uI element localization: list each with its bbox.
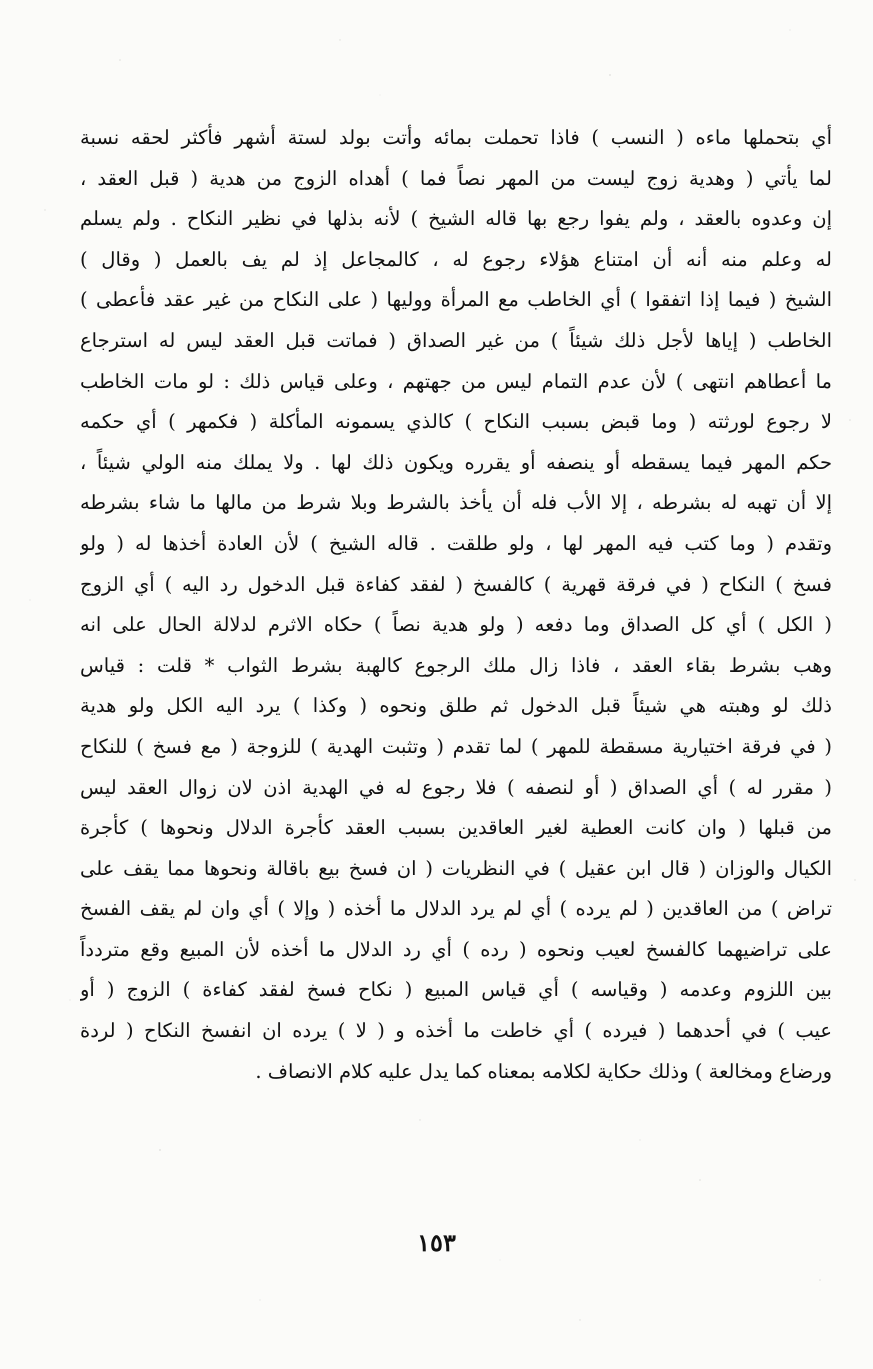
text-line: على تراضيهما كالفسخ لعيب ونحوه ( رده ) أي رد الدلال ما أخذه لأن المبيع وقع متردداً bbox=[80, 937, 832, 961]
text-line: ( مقرر له ) أي الصداق ( أو لنصفه ) فلا رجوع له في الهدية اذن لان زوال العقد ليس bbox=[80, 775, 832, 799]
text-line: وهب بشرط بقاء العقد ، فاذا زال ملك الرجوع كالهبة بشرط الثواب * قلت : قياس bbox=[80, 653, 832, 677]
text-line: ( الكل ) أي كل الصداق وما دفعه ( ولو هدية نصاً ) حكاه الاثرم لدلالة الحال على انه bbox=[80, 613, 832, 637]
body-text bbox=[80, 118, 832, 1092]
text-line: أي بتحملها ماءه ( النسب ) فاذا تحملت بمائه وأتت بولد لستة أشهر فأكثر لحقه نسبة bbox=[80, 126, 832, 149]
text-line: إلا أن تهبه له بشرطه ، إلا الأب فله أن يأخذ بالشرط وبلا شرط من مالها ما شاء بشرطه bbox=[80, 491, 832, 515]
text-line: الشيخ ( فيما إذا اتفقوا ) أي الخاطب مع المرأة ووليها ( على النكاح من غير عقد فأعطى ) bbox=[80, 288, 832, 312]
text-line: إن وعدوه بالعقد ، ولم يفوا رجع بها قاله الشيخ ) لأنه بذلها في نظير النكاح . ولم يسلم bbox=[80, 207, 832, 231]
text-line: من قبلها ( وان كانت العطية لغير العاقدين بسبب العقد كأجرة الدلال ونحوها ) كأجرة bbox=[80, 816, 832, 840]
text-line: لا رجوع لورثته ( وما قبض بسبب النكاح ) كالذي يسمونه المأكلة ( فكمهر ) أي حكمه bbox=[80, 410, 832, 434]
text-line: الخاطب ( إياها لأجل ذلك شيئاً ) من غير الصداق ( فماتت قبل العقد ليس له استرجاع bbox=[80, 328, 832, 352]
text-line: فسخ ) النكاح ( في فرقة قهرية ) كالفسخ ( لفقد كفاءة قبل الدخول رد اليه ) أي الزوج bbox=[80, 572, 832, 596]
text-line: تراض ) من العاقدين ( لم يرده ) أي لم يرد الدلال ما أخذه ( وإلا ) أي وان لم يقف الفسخ bbox=[80, 897, 832, 921]
text-line: ما أعطاهم انتهى ) لأن عدم التمام ليس من جهتهم ، وعلى قياس ذلك : لو مات الخاطب bbox=[80, 369, 832, 393]
text-line: بين اللزوم وعدمه ( وقياسه ) أي قياس المبيع ( نكاح فسخ لفقد كفاءة ) الزوج ( أو bbox=[80, 978, 832, 1002]
text-line: لما يأتي ( وهدية زوج ليست من المهر نصاً فما ) أهداه الزوج من هدية ( قبل العقد ، bbox=[80, 166, 832, 190]
text-line: له وعلم منه أنه أن امتناع هؤلاء رجوع له ، كالمجاعل إذ لم يف بالعمل ( وقال ) bbox=[80, 247, 832, 271]
text-line: وتقدم ( وما كتب فيه المهر لها ، ولو طلقت . قاله الشيخ ) لأن العادة أخذها له ( ولو bbox=[80, 531, 832, 555]
text-line: حكم المهر فيما يسقطه أو ينصفه أو يقرره ويكون ذلك لها . ولا يملك منه الولي شيئاً ، bbox=[80, 450, 832, 474]
text-line: عيب ) في أحدهما ( فيرده ) أي خاطت ما أخذه و ( لا ) يرده ان انفسخ النكاح ( لردة bbox=[80, 1019, 832, 1043]
text-line: ذلك لو وهبته هي شيئاً قبل الدخول ثم طلق ونحوه ( وكذا ) يرد اليه الكل ولو هدية bbox=[80, 694, 832, 718]
text-line: الكيال والوزان ( قال ابن عقيل ) في النظريات ( ان فسخ بيع باقالة ونحوها مما يقف على bbox=[80, 856, 832, 880]
text-line: ( في فرقة اختيارية مسقطة للمهر ) لما تقدم ( وتثبت الهدية ) للزوجة ( مع فسخ ) للنكاح bbox=[80, 734, 832, 758]
text-line: ورضاع ومخالعة ) وذلك حكاية لكلامه بمعناه كما يدل عليه كلام الانصاف . bbox=[255, 1059, 832, 1083]
page-number: ١٥٣ bbox=[417, 1228, 456, 1257]
